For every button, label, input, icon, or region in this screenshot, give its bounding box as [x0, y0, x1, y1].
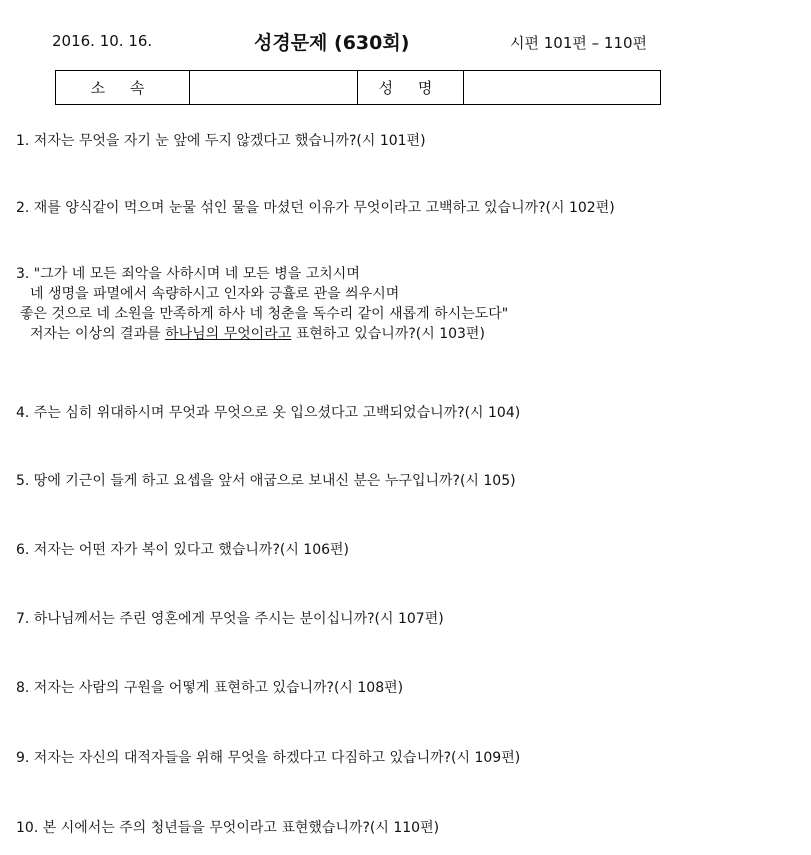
info-table [55, 70, 661, 105]
question-3-line-1: 3. "그가 네 모든 죄악을 사하시며 네 모든 병을 고치시며 [16, 266, 360, 282]
question-4: 4. 주는 심히 위대하시며 무엇과 무엇으로 옷 입으셨다고 고백되었습니까?(시 104) [16, 405, 521, 421]
question-3-line-4-end: 표현하고 있습니까?(시 103편) [291, 326, 485, 342]
chapter-range: 시편 101편 – 110편 [510, 34, 648, 52]
question-3-line-2: 네 생명을 파멸에서 속량하시고 인자와 긍휼로 관을 씌우시며 [30, 286, 400, 302]
question-3-underlined-phrase: 하나님의 무엇이라고 [165, 326, 292, 342]
question-5: 5. 땅에 기근이 들게 하고 요셉을 앞서 애굽으로 보내신 분은 누구입니까?(시 105) [16, 473, 516, 489]
question-3 [16, 264, 806, 344]
question-3-line-4 [16, 324, 806, 344]
affiliation-label: 소 속 [56, 71, 190, 105]
question-7: 7. 하나님께서는 주린 영혼에게 무엇을 주시는 분이십니까?(시 107편) [16, 611, 444, 627]
quiz-date: 2016. 10. 16. [52, 32, 153, 50]
question-3-line-3: 좋은 것으로 네 소원을 만족하게 하사 네 청춘을 독수리 같이 새롭게 하시는도다" [20, 306, 509, 322]
question-10: 10. 본 시에서는 주의 청년들을 무엇이라고 표현했습니까?(시 110편) [16, 820, 440, 836]
affiliation-field[interactable] [190, 71, 358, 105]
quiz-title: 성경문제 (630회) [254, 32, 410, 54]
question-8: 8. 저자는 사람의 구원을 어떻게 표현하고 있습니까?(시 108편) [16, 680, 404, 696]
question-6: 6. 저자는 어떤 자가 복이 있다고 했습니까?(시 106편) [16, 542, 350, 558]
header [0, 28, 811, 58]
question-1: 1. 저자는 무엇을 자기 눈 앞에 두지 않겠다고 했습니까?(시 101편) [16, 133, 426, 149]
question-2: 2. 재를 양식같이 먹으며 눈물 섞인 물을 마셨던 이유가 무엇이라고 고백하고 있습니까?(시 102편) [16, 200, 615, 216]
question-3-line-4-start: 저자는 이상의 결과를 [30, 326, 166, 342]
name-label: 성 명 [358, 71, 464, 105]
name-field[interactable] [464, 71, 661, 105]
question-9: 9. 저자는 자신의 대적자들을 위해 무엇을 하겠다고 다짐하고 있습니까?(시 109편) [16, 750, 521, 766]
